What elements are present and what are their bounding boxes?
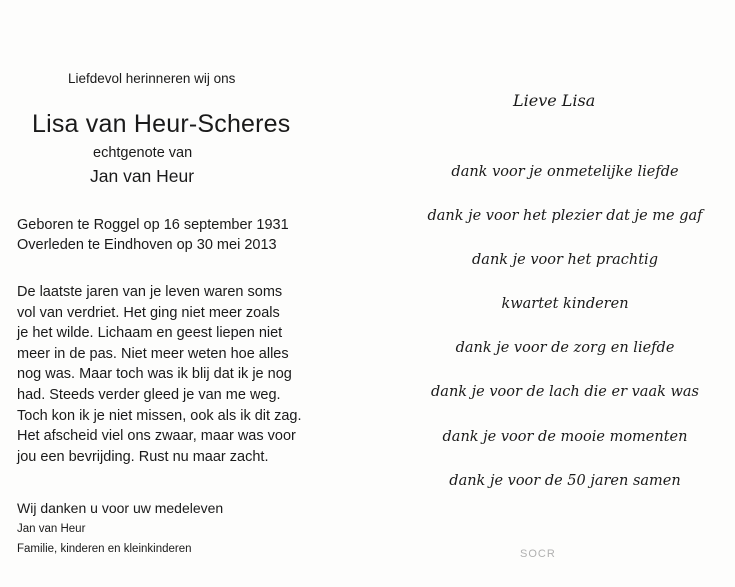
spouse-label: echtgenote van [93, 145, 193, 161]
poem-line: vol van verdriet. Het ging niet meer zoals [17, 304, 280, 321]
poem-line: De laatste jaren van je leven waren soms [17, 284, 283, 300]
thanks-text: Wij danken u voor uw medeleven [17, 500, 224, 516]
poem-line: meer in de pas. Niet meer weten hoe alles [17, 345, 289, 362]
death-line: Overleden te Eindhoven op 30 mei 2013 [17, 237, 277, 253]
verse-line: dank je voor de lach die er vaak was [431, 384, 699, 401]
intro-text: Liefdevol herinneren wij ons [68, 71, 236, 86]
verse-line: kwartet kinderen [501, 296, 629, 313]
collection-stamp: SOCR [520, 548, 556, 560]
poem-line: je het wilde. Lichaam en geest liepen niet [17, 325, 283, 342]
poem-line: Toch kon ik je niet missen, ook als ik dit zag. [17, 407, 302, 424]
poem-line: Het afscheid viel ons zwaar, maar was voor [17, 428, 296, 445]
deceased-name: Lisa van Heur-Scheres [32, 110, 291, 138]
signer-name: Jan van Heur [17, 523, 86, 535]
spouse-name: Jan van Heur [90, 166, 195, 186]
verse-line: dank je voor de mooie momenten [442, 428, 688, 445]
verse-line: dank je voor het plezier dat je me gaf [427, 208, 703, 225]
signer-family: Familie, kinderen en kleinkinderen [17, 543, 192, 555]
poem-line: had. Steeds verder gleed je van me weg. [17, 386, 281, 403]
verse-line: dank je voor het prachtig [472, 252, 658, 269]
verse-list [405, 160, 725, 513]
verse-line: dank je voor de 50 jaren samen [449, 472, 681, 489]
verse-line: dank je voor de zorg en liefde [455, 340, 675, 357]
poem [17, 282, 317, 467]
poem-line: nog was. Maar toch was ik blij dat ik je nog [17, 366, 292, 383]
greeting: Lieve Lisa [513, 91, 596, 110]
verse-line: dank voor je onmetelijke liefde [451, 164, 679, 180]
birth-line: Geboren te Roggel op 16 september 1931 [17, 217, 289, 233]
poem-line: jou een bevrijding. Rust nu maar zacht. [17, 448, 269, 465]
